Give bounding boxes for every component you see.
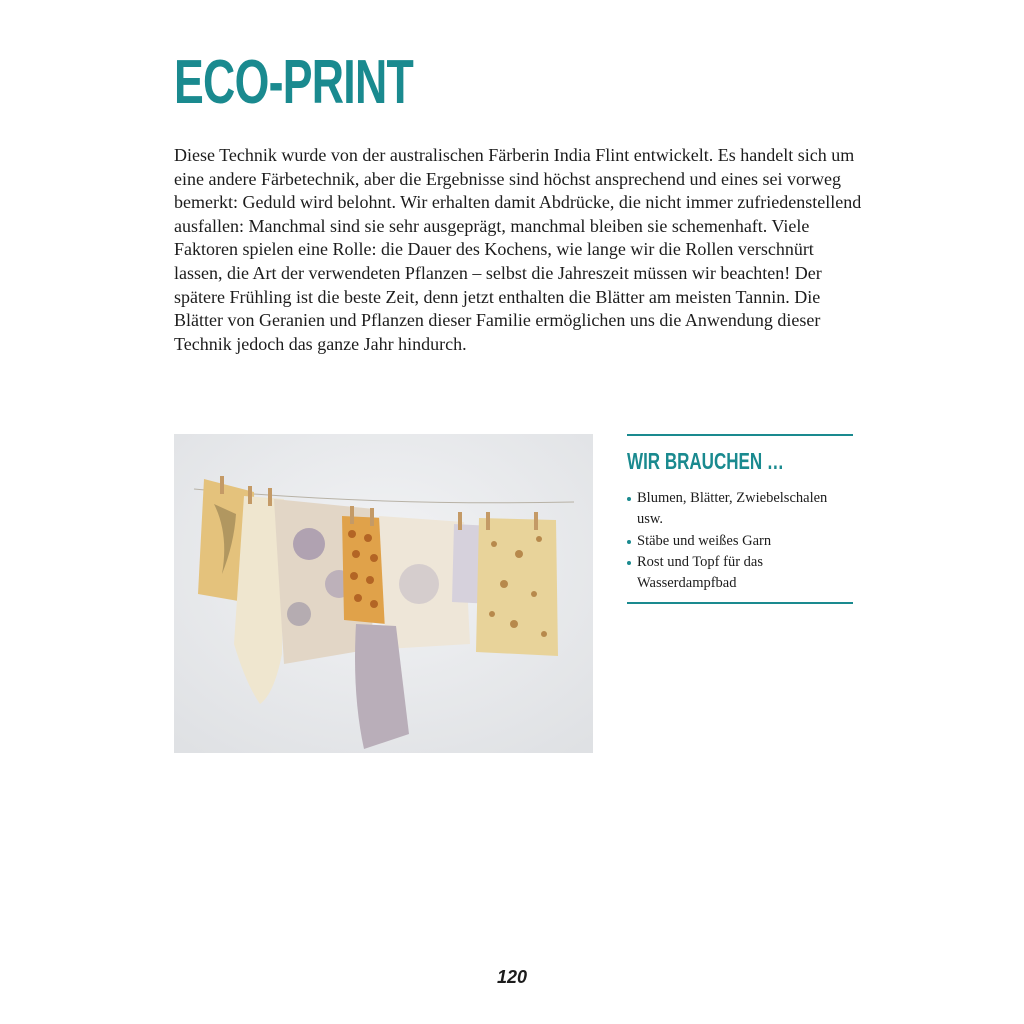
materials-list <box>627 488 849 594</box>
materials-box <box>627 434 853 604</box>
bullet-icon <box>627 497 631 501</box>
list-item: Blumen, Blätter, Zwiebelschalen usw. <box>627 488 849 531</box>
bullet-icon <box>627 561 631 565</box>
intro-paragraph: Diese Technik wurde von der australischen Färberin India Flint entwickelt. Es handelt sich um eine andere Färbetechnik, aber die Ergebnisse sind höchst ansprechend und eines sei vorweg bemerkt: Geduld wird belohnt. Wir erhalten damit Abdrücke, die nicht immer zufriedenstellend ausfallen: Manchmal sind sie sehr ausgeprägt, manchmal bleiben sie schemenhaft. Viele Faktoren spielen eine Rolle: die Dauer des Kochens, wie lange wir die Rollen verschnürt lassen, die Art der verwendeten Pflanzen – selbst die Jahreszeit müssen wir beachten! Der spätere Frühling ist die beste Zeit, denn jetzt enthalten die Blätter am meisten Tannin. Die Blätter von Geranien und Pflanzen dieser Familie ermöglichen uns die Anwendung dieser Technik jedoch das ganze Jahr hindurch. <box>174 145 862 354</box>
eco-print-fabrics-photo <box>174 434 593 753</box>
list-item: Rost und Topf für das Wasserdampfbad <box>627 552 849 595</box>
bullet-icon <box>627 540 631 544</box>
page-title: ECO-PRINT <box>174 48 414 117</box>
fabrics-illustration <box>174 434 593 753</box>
materials-title: WIR BRAUCHEN … <box>627 448 784 474</box>
list-item: Stäbe und weißes Garn <box>627 531 849 552</box>
page-number: 120 <box>496 967 528 987</box>
